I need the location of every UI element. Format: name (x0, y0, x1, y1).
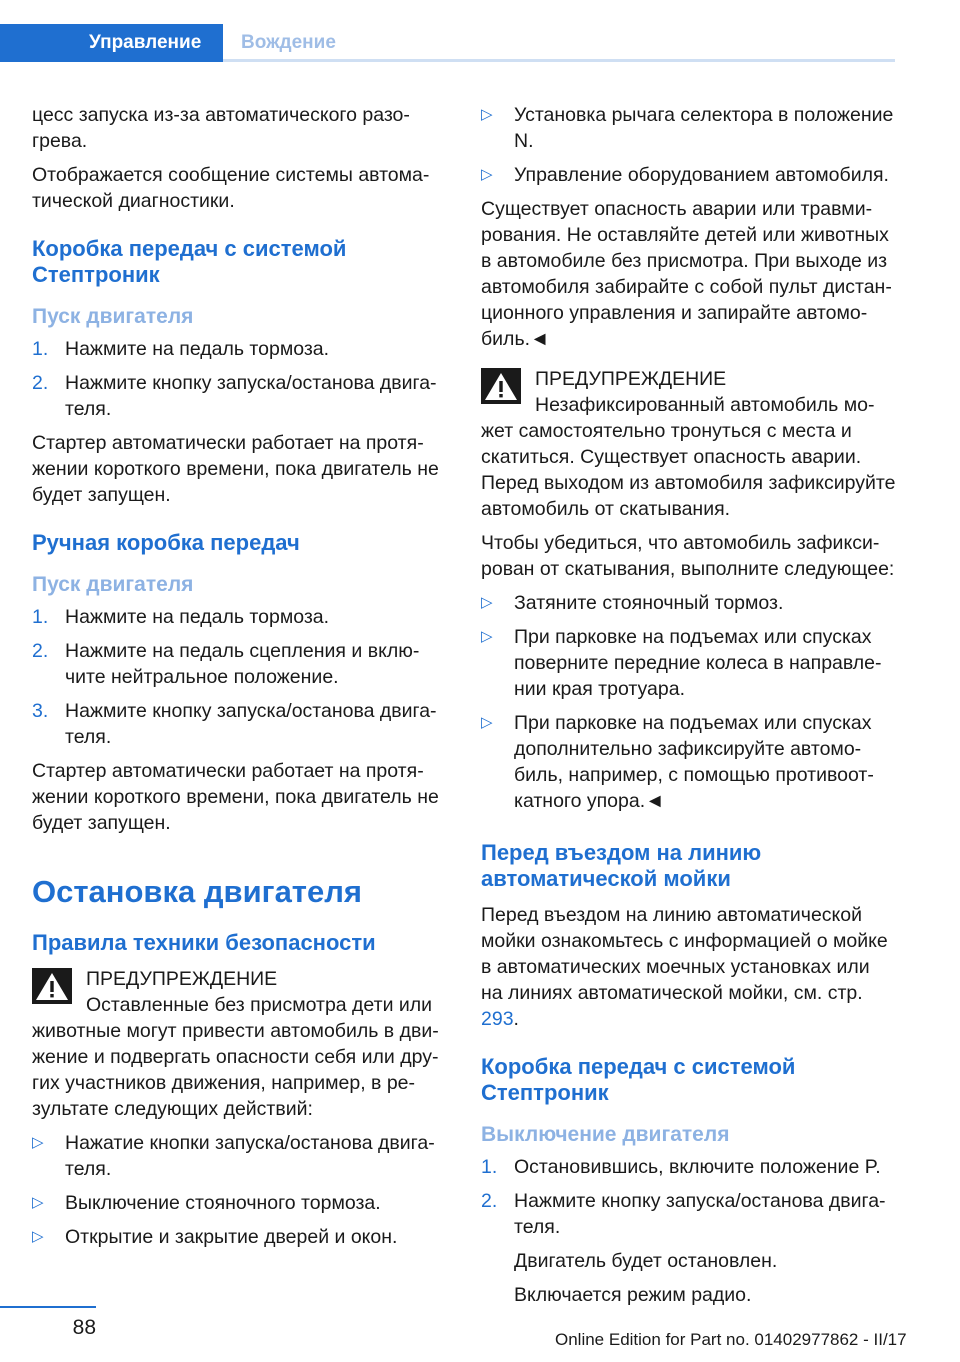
page-number-rule (0, 1306, 96, 1308)
section-heading: Ручная коробка передач (32, 530, 300, 555)
tab-upravlenie[interactable]: Управление (0, 24, 223, 62)
warning-title: ПРЕДУПРЕЖДЕНИЕ (535, 368, 727, 390)
subsection-heading: Пуск двигателя (32, 573, 194, 596)
paragraph (481, 902, 896, 1032)
bullet-text: Установка рычага селектора в положение N. (514, 104, 894, 152)
subsection-heading: Пуск двигателя (32, 305, 194, 328)
list-item (481, 710, 896, 814)
step-result: Включается режим радио. (514, 1284, 752, 1306)
triangle-right-icon: ▷ (32, 1194, 44, 1211)
step-text: Остановившись, включите положение P. (514, 1156, 881, 1178)
list-item (32, 336, 447, 362)
warning-triangle-icon (481, 368, 521, 404)
triangle-right-icon: ▷ (481, 166, 493, 183)
list-item (481, 624, 896, 702)
step-number: 2. (481, 1190, 498, 1212)
bullet-text: Открытие и закрытие дверей и окон. (65, 1226, 398, 1248)
warning-block (481, 366, 896, 522)
list-item (481, 162, 896, 188)
paragraph: Существует опасность аварии или травмирования. Не оставляйте детей или животных в автомобиле без присмотра. При выходе из автомобиля забирайте с собой пульт дистанционного управления и запирайте автомобиль.◄ (481, 198, 892, 350)
warning-text: Незафиксированный автомобиль может самостоятельно тронуться с места и скатиться. Существует опасность аварии. Перед выходом из автомобиля зафиксируйте автомобиль от скатывания. (481, 394, 896, 520)
bullet-text: Нажатие кнопки запуска/останова двигателя. (65, 1132, 435, 1180)
tab-vozhdenie[interactable]: Вождение (241, 32, 336, 53)
list-item (481, 1188, 896, 1240)
edition-footer: Online Edition for Part no. 01402977862 - II/17 (555, 1330, 907, 1349)
list-item (32, 1190, 447, 1216)
triangle-right-icon: ▷ (32, 1228, 44, 1245)
list-item (32, 370, 447, 422)
warning-text: Оставленные без присмотра дети или животные могут привести автомобиль в движение и подвергать опасности себя или других участников движения, например, в результате следующих действий: (32, 994, 439, 1120)
step-text: Нажмите на педаль тормоза. (65, 606, 330, 628)
paragraph-text: Перед въездом на линию автоматической мойки ознакомьтесь с информацией о мойке в автоматических моечных установках или на линиях автоматической мойки, см. стр. (481, 904, 888, 1004)
triangle-right-icon: ▷ (32, 1134, 44, 1151)
warning-triangle-icon (32, 968, 72, 1004)
step-number: 1. (32, 338, 49, 360)
list-item (481, 1154, 896, 1180)
bullet-text: Управление оборудованием автомобиля. (514, 164, 889, 186)
page-number: 88 (72, 1316, 96, 1339)
list-item (32, 1130, 447, 1182)
left-column (32, 102, 447, 1258)
paragraph: цесс запуска из-за автоматического разогрева. (32, 104, 410, 152)
page-link[interactable]: 293 (481, 1008, 514, 1030)
paragraph-end: . (513, 1008, 519, 1030)
list-item (32, 1224, 447, 1250)
tab-underline (223, 59, 895, 62)
section-heading: Коробка передач с системой Стептроник (32, 236, 347, 287)
step-text: Нажмите кнопку запуска/останова двигателя. (65, 372, 437, 420)
triangle-right-icon: ▷ (481, 106, 493, 123)
list-item (32, 604, 447, 630)
step-number: 3. (32, 700, 49, 722)
bullet-text: Затяните стояночный тормоз. (514, 592, 784, 614)
paragraph: Стартер автоматически работает на протяжении короткого времени, пока двигатель не будет запущен. (32, 760, 439, 834)
step-number: 2. (32, 640, 49, 662)
step-number: 1. (32, 606, 49, 628)
bullet-text: Выключение стояночного тормоза. (65, 1192, 381, 1214)
step-text: Нажмите на педаль тормоза. (65, 338, 330, 360)
header-tabs (0, 24, 895, 62)
bullet-text: При парковке на подъемах или спусках дополнительно зафиксируйте автомобиль, например, с помощью противооткатного упора.◄ (514, 712, 874, 812)
list-item (32, 698, 447, 750)
section-heading: Перед въездом на линию автоматической мойки (481, 840, 762, 891)
warning-title: ПРЕДУПРЕЖДЕНИЕ (86, 968, 278, 990)
list-item (32, 638, 447, 690)
step-number: 2. (32, 372, 49, 394)
step-text: Нажмите кнопку запуска/останова двигателя. (514, 1190, 886, 1238)
list-item (481, 590, 896, 616)
section-heading: Коробка передач с системой Стептроник (481, 1054, 796, 1105)
section-heading: Правила техники безопасности (32, 930, 376, 955)
right-column (481, 102, 896, 1316)
triangle-right-icon: ▷ (481, 594, 493, 611)
triangle-right-icon: ▷ (481, 714, 493, 731)
triangle-right-icon: ▷ (481, 628, 493, 645)
bullet-text: При парковке на подъемах или спусках поверните передние колеса в направлении края тротуара. (514, 626, 882, 700)
step-text: Нажмите на педаль сцепления и включите нейтральное положение. (65, 640, 420, 688)
chapter-heading: Остановка двигателя (32, 874, 363, 909)
paragraph: Стартер автоматически работает на протяжении короткого времени, пока двигатель не будет запущен. (32, 432, 439, 506)
step-result: Двигатель будет остановлен. (514, 1250, 778, 1272)
step-text: Нажмите кнопку запуска/останова двигателя. (65, 700, 437, 748)
warning-block (32, 966, 447, 1122)
subsection-heading: Выключение двигателя (481, 1123, 730, 1146)
paragraph: Чтобы убедиться, что автомобиль зафиксирован от скатывания, выполните следующее: (481, 532, 895, 580)
list-item (481, 102, 896, 154)
step-number: 1. (481, 1156, 498, 1178)
paragraph: Отображается сообщение системы автоматической диагностики. (32, 164, 430, 212)
